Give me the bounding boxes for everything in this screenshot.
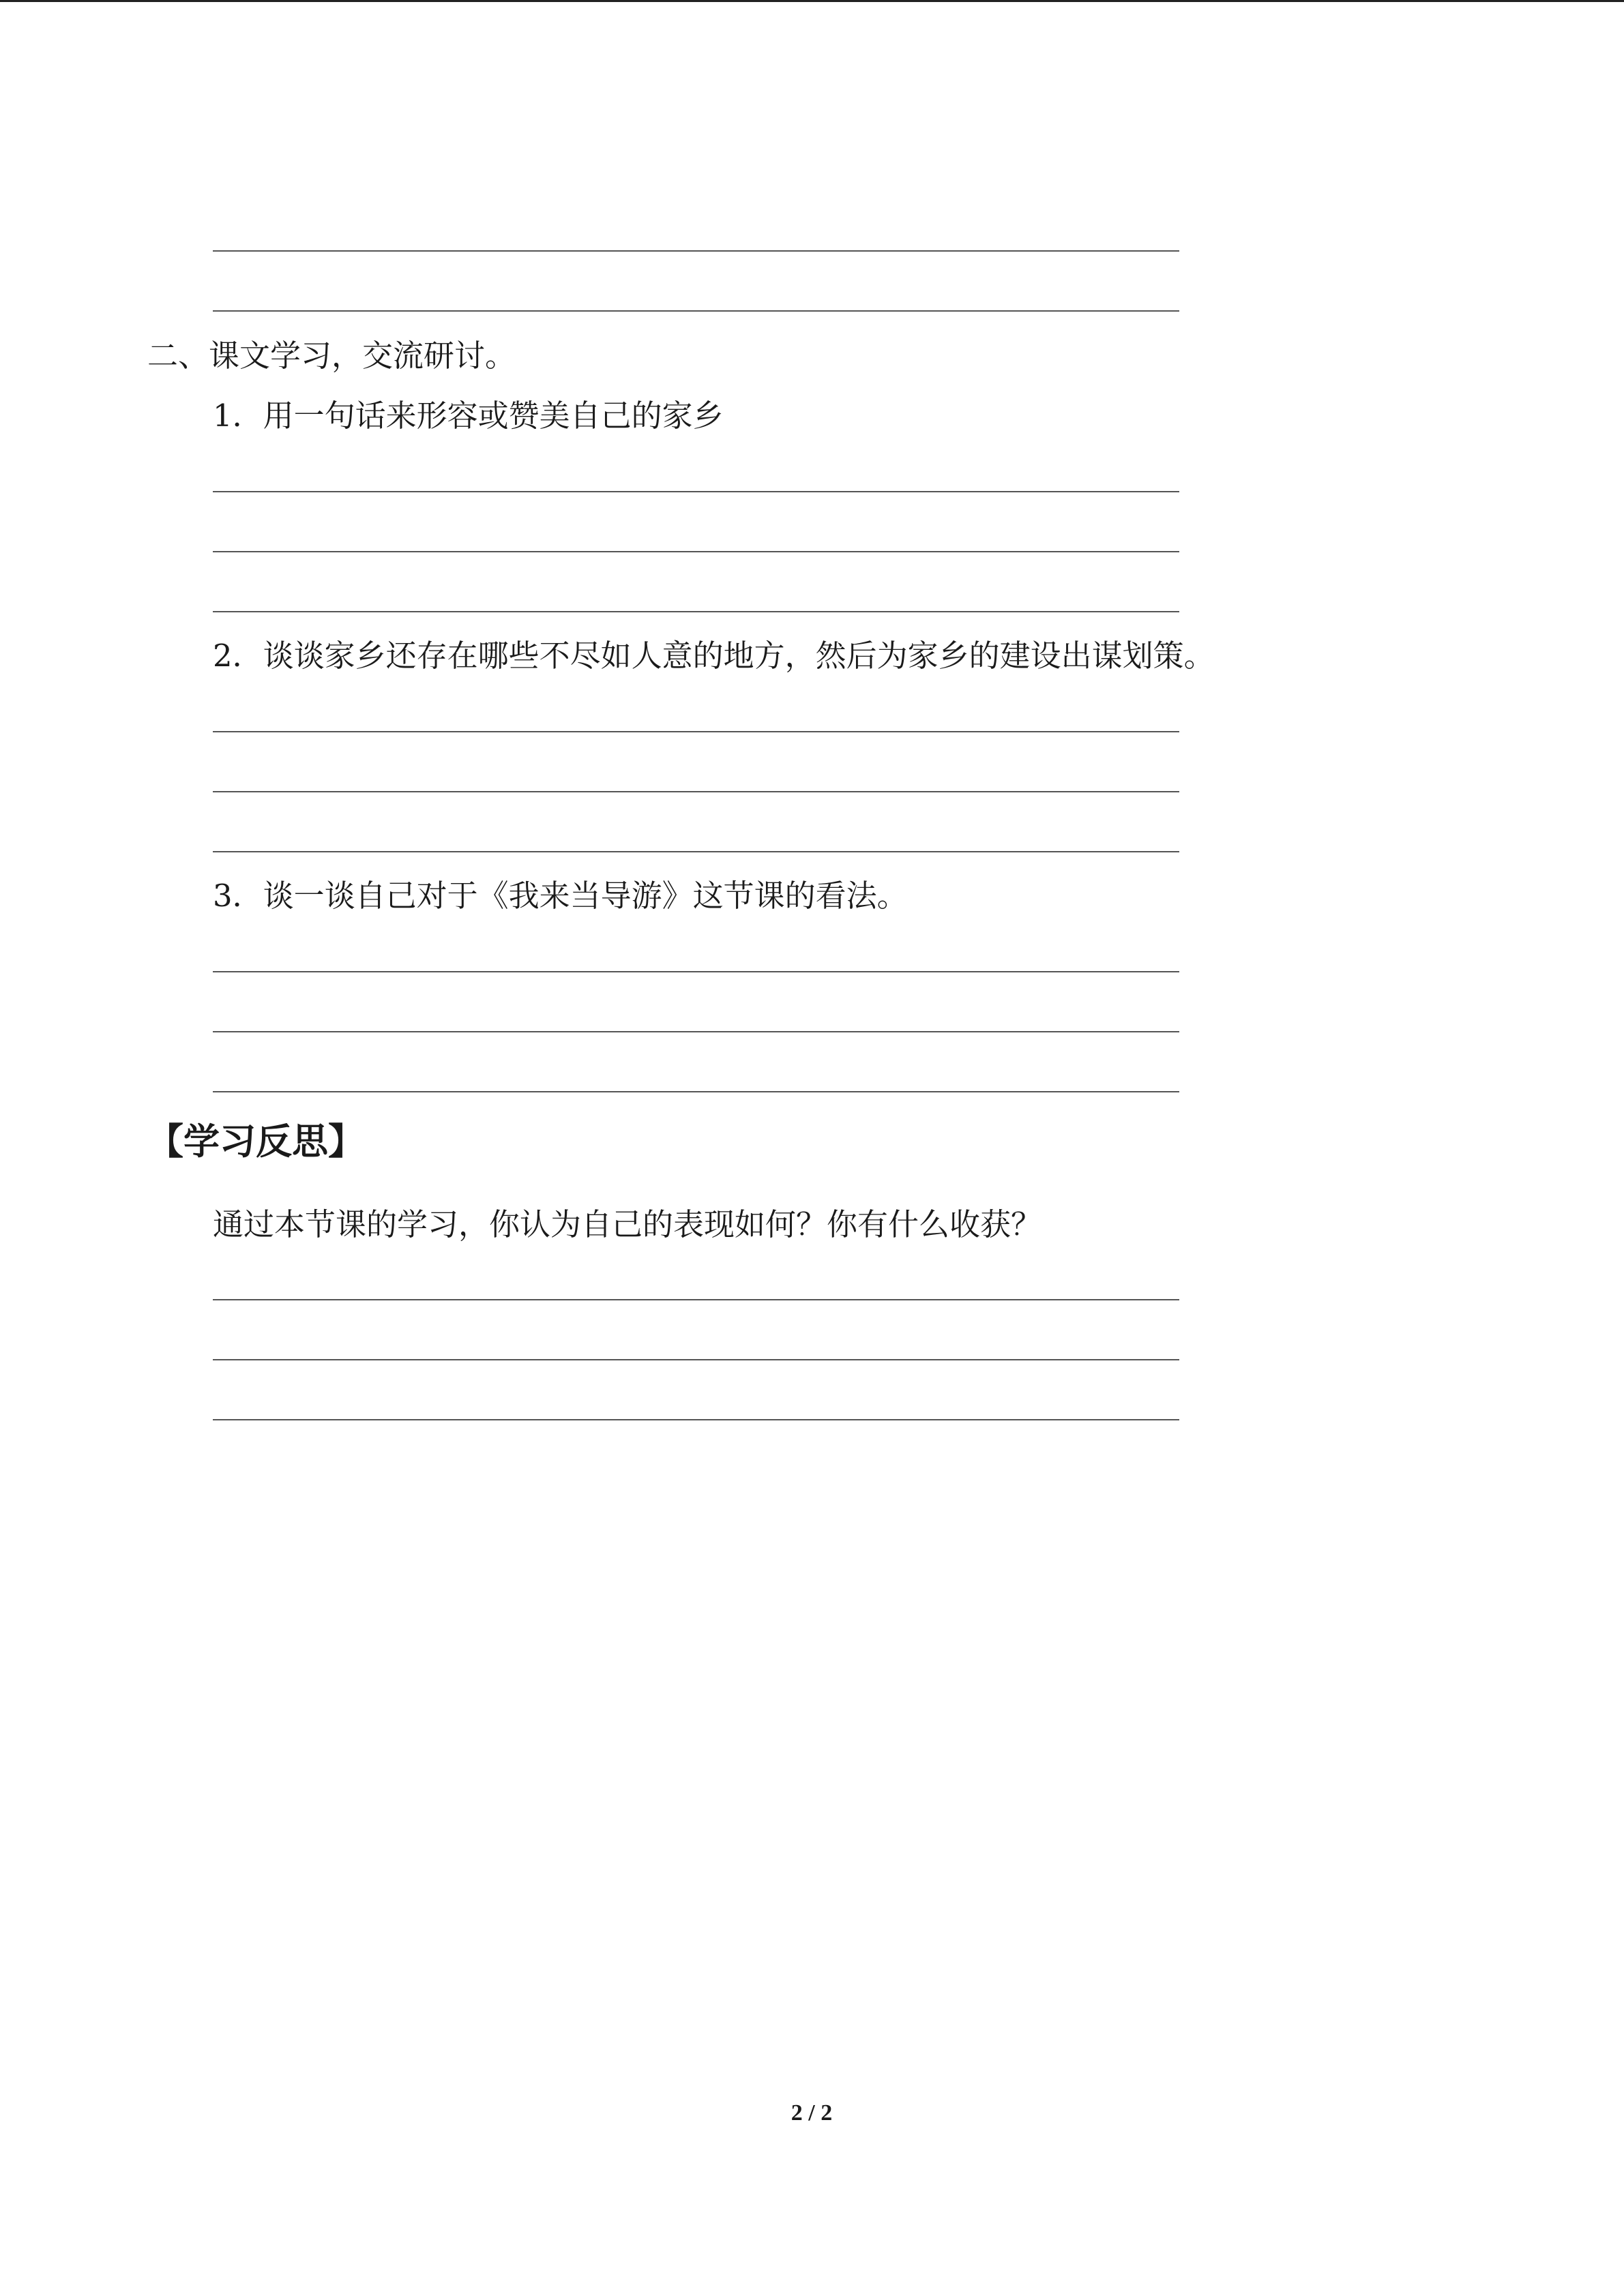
question-2: 2．谈谈家乡还存在哪些不尽如人意的地方，然后为家乡的建设出谋划策。 bbox=[213, 638, 1215, 674]
answer-line[interactable] bbox=[213, 310, 1179, 312]
page-number: 2 / 2 bbox=[791, 2100, 833, 2126]
reflection-heading: 【学习反思】 bbox=[147, 1121, 364, 1163]
question-1: 1．用一句话来形容或赞美自己的家乡 bbox=[213, 398, 724, 434]
answer-line[interactable] bbox=[213, 791, 1179, 792]
answer-line[interactable] bbox=[213, 731, 1179, 732]
answer-line[interactable] bbox=[213, 1359, 1179, 1360]
reflection-prompt: 通过本节课的学习，你认为自己的表现如何？你有什么收获？ bbox=[213, 1206, 1042, 1242]
answer-line[interactable] bbox=[213, 611, 1179, 612]
question-3: 3．谈一谈自己对于《我来当导游》这节课的看法。 bbox=[213, 878, 908, 914]
answer-line[interactable] bbox=[213, 971, 1179, 972]
answer-line[interactable] bbox=[213, 491, 1179, 492]
answer-line[interactable] bbox=[213, 1299, 1179, 1300]
answer-line[interactable] bbox=[213, 1091, 1179, 1092]
answer-line[interactable] bbox=[213, 250, 1179, 252]
answer-line[interactable] bbox=[213, 1031, 1179, 1032]
answer-line[interactable] bbox=[213, 1419, 1179, 1420]
section-title: 二、课文学习，交流研讨。 bbox=[147, 338, 516, 374]
page-top-border bbox=[0, 0, 1624, 2]
answer-line[interactable] bbox=[213, 551, 1179, 552]
answer-line[interactable] bbox=[213, 851, 1179, 852]
